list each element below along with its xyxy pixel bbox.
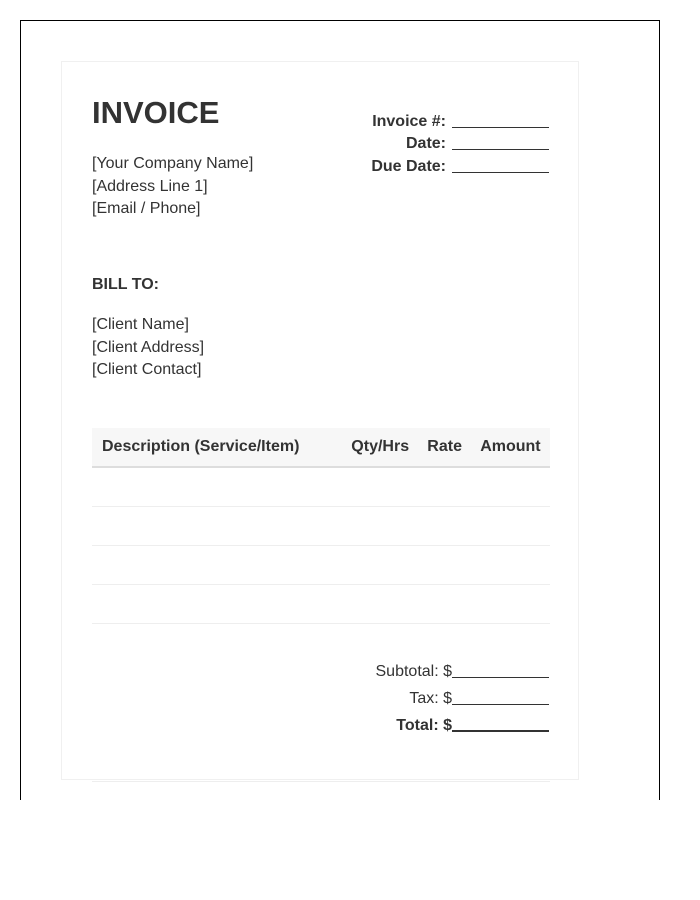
- column-header-qty: Qty/Hrs: [342, 428, 418, 467]
- total-field[interactable]: [452, 716, 549, 732]
- table-header-row: [92, 428, 550, 467]
- tax-field[interactable]: [452, 690, 549, 705]
- totals-block: [376, 654, 550, 735]
- total-row: [376, 708, 550, 735]
- column-header-amount: Amount: [471, 428, 550, 467]
- table-cell[interactable]: [342, 546, 418, 585]
- table-row: [92, 507, 550, 546]
- line-items-table: [92, 428, 550, 624]
- table-cell[interactable]: [92, 585, 342, 624]
- invoice-number-field[interactable]: [452, 113, 549, 128]
- table-cell[interactable]: [418, 546, 470, 585]
- invoice-number-row: [371, 108, 549, 131]
- table-cell[interactable]: [342, 585, 418, 624]
- total-label: Total: $: [396, 717, 452, 734]
- subtotal-field[interactable]: [452, 663, 549, 678]
- date-field[interactable]: [452, 135, 549, 150]
- company-name: [Your Company Name]: [92, 155, 254, 172]
- subtotal-label: Subtotal: $: [375, 663, 452, 680]
- table-cell[interactable]: [471, 467, 550, 507]
- company-address: [Address Line 1]: [92, 177, 208, 195]
- table-cell[interactable]: [342, 507, 418, 546]
- column-header-description: Description (Service/Item): [92, 428, 342, 467]
- table-cell[interactable]: [471, 507, 550, 546]
- table-row: [92, 585, 550, 624]
- table-cell[interactable]: [471, 546, 550, 585]
- invoice-document: [61, 61, 579, 780]
- table-cell[interactable]: [342, 467, 418, 507]
- invoice-title: INVOICE: [92, 95, 220, 130]
- client-name: [Client Name]: [92, 316, 189, 333]
- tax-label: Tax: $: [409, 690, 452, 707]
- subtotal-row: [376, 654, 550, 681]
- date-row: [371, 131, 549, 154]
- table-cell[interactable]: [418, 585, 470, 624]
- client-address: [Client Address]: [92, 338, 205, 356]
- column-header-rate: Rate: [418, 428, 470, 467]
- due-date-label: Due Date:: [371, 157, 446, 175]
- invoice-meta: [371, 108, 549, 176]
- table-row: [92, 467, 550, 507]
- company-contact: [Email / Phone]: [92, 200, 201, 217]
- footer-divider: [92, 781, 550, 782]
- client-contact: [Client Contact]: [92, 361, 202, 378]
- date-label: Date:: [405, 135, 446, 152]
- due-date-row: [371, 153, 549, 176]
- table-cell[interactable]: [92, 546, 342, 585]
- table-cell[interactable]: [92, 507, 342, 546]
- table-row: [92, 546, 550, 585]
- table-cell[interactable]: [471, 585, 550, 624]
- table-cell[interactable]: [92, 467, 342, 507]
- client-info: [92, 314, 204, 382]
- bill-to-heading: BILL TO:: [92, 276, 159, 293]
- tax-row: [376, 681, 550, 708]
- company-info: [92, 153, 253, 221]
- due-date-field[interactable]: [452, 158, 549, 173]
- table-cell[interactable]: [418, 467, 470, 507]
- table-cell[interactable]: [418, 507, 470, 546]
- invoice-number-label: Invoice #:: [372, 112, 446, 130]
